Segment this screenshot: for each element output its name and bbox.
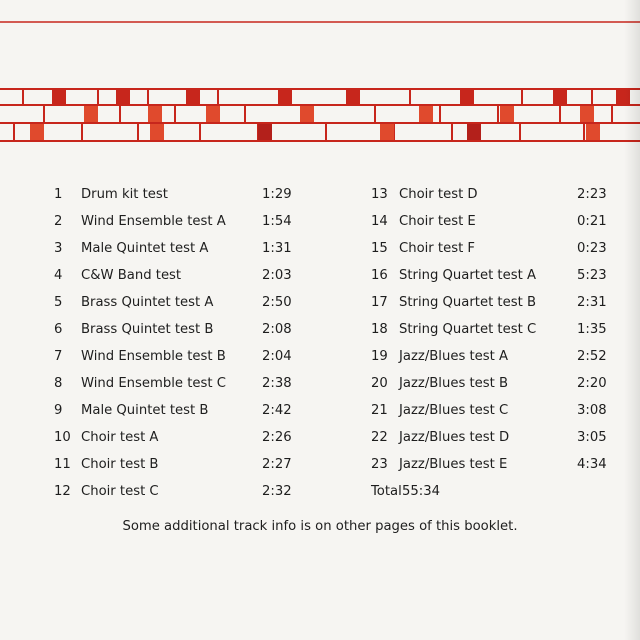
track-duration: 2:23 (577, 187, 607, 202)
track-row (371, 316, 611, 343)
track-row (54, 397, 314, 424)
track-title: Jazz/Blues test E (399, 457, 508, 472)
track-title: Choir test F (399, 241, 476, 256)
track-duration: 1:35 (577, 322, 607, 337)
track-title: Wind Ensemble test C (81, 376, 226, 391)
track-duration: 2:04 (262, 349, 292, 364)
track-duration: 2:52 (577, 349, 607, 364)
track-duration: 1:29 (262, 187, 292, 202)
track-title: Male Quintet test B (81, 403, 209, 418)
row2-ticks (44, 105, 612, 123)
track-title: Choir test A (81, 430, 159, 445)
page-fold-shadow (624, 0, 640, 640)
track-duration: 3:05 (577, 430, 607, 445)
track-number: 9 (54, 403, 63, 418)
track-duration: 4:34 (577, 457, 607, 472)
track-number: 7 (54, 349, 63, 364)
track-number: 10 (54, 430, 71, 445)
track-row (54, 181, 314, 208)
row1-blocks (52, 90, 630, 104)
track-number: 17 (371, 295, 388, 310)
track-duration: 2:08 (262, 322, 292, 337)
track-title: String Quartet test C (399, 322, 537, 337)
track-title: Drum kit test (81, 187, 168, 202)
track-title: Jazz/Blues test B (399, 376, 509, 391)
track-row (371, 208, 611, 235)
track-row (371, 397, 611, 424)
track-row (54, 451, 314, 478)
track-number: 15 (371, 241, 388, 256)
track-duration: 2:27 (262, 457, 292, 472)
track-number: 1 (54, 187, 63, 202)
track-row (371, 343, 611, 370)
track-title: Choir test C (81, 484, 159, 499)
track-row (371, 424, 611, 451)
track-title: Wind Ensemble test A (81, 214, 226, 229)
track-title: Wind Ensemble test B (81, 349, 226, 364)
track-number: 5 (54, 295, 63, 310)
track-row (54, 343, 314, 370)
track-title: Choir test E (399, 214, 476, 229)
track-row (371, 235, 611, 262)
track-number: 21 (371, 403, 388, 418)
track-duration: 1:31 (262, 241, 292, 256)
track-row (54, 424, 314, 451)
track-number: 23 (371, 457, 388, 472)
track-row (54, 478, 314, 505)
track-number: 16 (371, 268, 388, 283)
track-number: 8 (54, 376, 63, 391)
track-number: 3 (54, 241, 63, 256)
track-duration: 0:21 (577, 214, 607, 229)
track-title: Jazz/Blues test A (399, 349, 509, 364)
track-row (54, 208, 314, 235)
track-duration: 2:31 (577, 295, 607, 310)
track-duration: 3:08 (577, 403, 607, 418)
track-duration: 2:38 (262, 376, 292, 391)
row2-blocks (84, 106, 594, 122)
track-row (54, 235, 314, 262)
track-duration: 0:23 (577, 241, 607, 256)
track-number: 4 (54, 268, 63, 283)
track-row (371, 451, 611, 478)
track-number: 19 (371, 349, 388, 364)
row3-ticks (14, 123, 584, 141)
track-title: C&W Band test (81, 268, 182, 283)
track-list-right (371, 181, 611, 505)
track-duration: 2:26 (262, 430, 292, 445)
total-label: Total (371, 484, 402, 499)
track-row (54, 289, 314, 316)
track-row (54, 370, 314, 397)
track-title: Jazz/Blues test C (399, 403, 509, 418)
track-title: Male Quintet test A (81, 241, 209, 256)
track-title: String Quartet test B (399, 295, 537, 310)
track-row (371, 289, 611, 316)
track-row (54, 262, 314, 289)
track-title: Jazz/Blues test D (399, 430, 510, 445)
track-row (371, 262, 611, 289)
track-title: Choir test D (399, 187, 478, 202)
total-duration: 55:34 (402, 484, 441, 499)
row3-dark-blocks (258, 124, 481, 140)
track-number: 14 (371, 214, 388, 229)
track-number: 11 (54, 457, 71, 472)
booklet-note: Some additional track info is on other pages of this booklet. (122, 519, 518, 534)
track-number: 12 (54, 484, 71, 499)
track-list-left (54, 181, 314, 505)
track-duration: 2:32 (262, 484, 292, 499)
track-number: 22 (371, 430, 388, 445)
track-row (371, 181, 611, 208)
track-number: 2 (54, 214, 63, 229)
total-row (371, 478, 611, 505)
track-title: Brass Quintet test A (81, 295, 214, 310)
track-duration: 2:42 (262, 403, 292, 418)
track-duration: 2:03 (262, 268, 292, 283)
row3-blocks (30, 124, 600, 140)
decorative-header-border (0, 0, 640, 150)
track-duration: 5:23 (577, 268, 607, 283)
track-number: 20 (371, 376, 388, 391)
track-duration: 1:54 (262, 214, 292, 229)
track-number: 18 (371, 322, 388, 337)
track-duration: 2:50 (262, 295, 292, 310)
track-row (54, 316, 314, 343)
track-duration: 2:20 (577, 376, 607, 391)
track-title: Choir test B (81, 457, 159, 472)
row1-ticks (23, 89, 592, 105)
track-title: String Quartet test A (399, 268, 536, 283)
track-row (371, 370, 611, 397)
track-number: 6 (54, 322, 63, 337)
track-title: Brass Quintet test B (81, 322, 214, 337)
track-number: 13 (371, 187, 388, 202)
